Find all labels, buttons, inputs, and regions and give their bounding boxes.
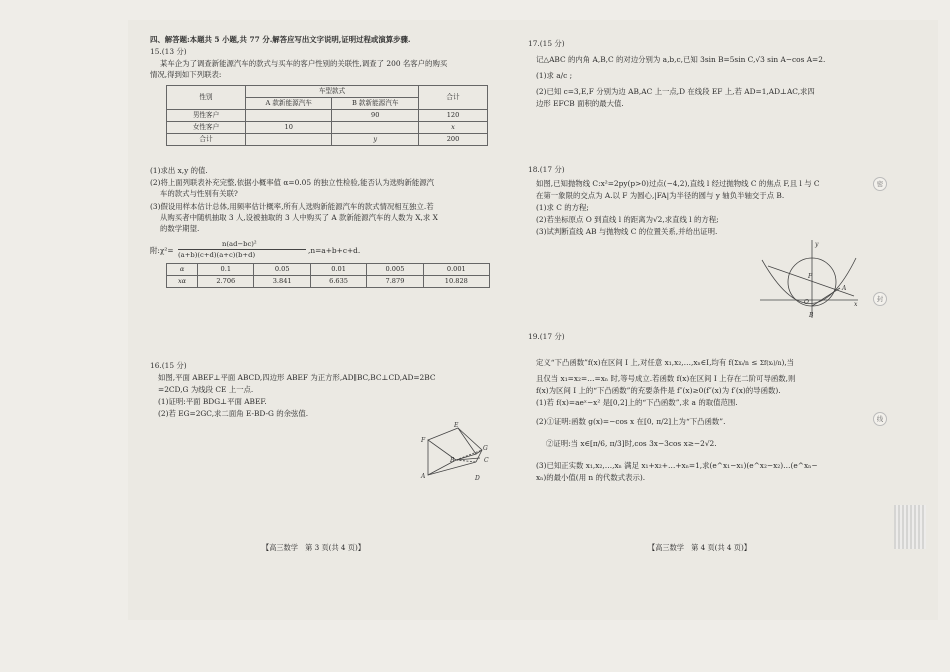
- q19-line6: ②证明:当 x∈[π/6, π/3]时,cos 3x−3cos x≥−2√2.: [546, 439, 717, 448]
- label-F: F: [808, 273, 813, 280]
- cell: 0.1: [198, 264, 254, 276]
- chi-formula-denominator: (a+b)(c+d)(a+c)(b+d): [178, 251, 256, 259]
- q16-line4: (2)若 EG=2GC,求二面角 E-BD-G 的余弦值.: [158, 409, 309, 418]
- cell: [332, 122, 419, 134]
- label-O: O: [804, 299, 809, 306]
- q17-line3: (2)已知 c=3,E,F 分别为边 AB,AC 上一点,D 在线段 EF 上,若 AD=1,AD⊥AC,求四: [536, 87, 815, 96]
- q19-line1-a: 定义“下凸函数”f(x)在区间 I 上,对任意 x₁,x₂,…,xₙ∈I,均有 f(: [536, 358, 735, 367]
- label-D: D: [475, 475, 480, 482]
- parabola-figure: [758, 238, 862, 320]
- q15-intro: 某车企为了调查新能源汽车的款式与买车的客户性别的关联性,调查了 200 名客户的购买: [160, 59, 448, 68]
- cell: 男性客户: [167, 110, 246, 122]
- label-A: A: [421, 473, 426, 480]
- q16-number: 16.(15 分): [150, 361, 187, 370]
- q19-number: 19.(17 分): [528, 332, 565, 341]
- label-G: G: [483, 445, 488, 452]
- chi-formula-numerator: n(ad−bc)²: [222, 240, 257, 248]
- chi-formula-suffix: ,n=a+b+c+d.: [308, 246, 361, 255]
- q19-line5: (2)①证明:函数 g(x)=−cos x 在[0, π/2]上为“下凸函数”.: [536, 417, 726, 426]
- cell: 6.635: [310, 276, 366, 288]
- th-style: 车型款式: [246, 86, 419, 98]
- q18-number: 18.(17 分): [528, 165, 565, 174]
- chi-formula-prefix: 附:χ²=: [150, 246, 174, 255]
- q19-line1-b: ),当: [781, 358, 795, 367]
- cell: 0.01: [310, 264, 366, 276]
- critical-value-table: [166, 263, 490, 288]
- solid-geometry-figure: [420, 420, 490, 482]
- label-y: y: [815, 241, 819, 248]
- cell: 0.005: [367, 264, 423, 276]
- left-footer: 【高三数学 第 3 页(共 4 页)】: [262, 543, 365, 552]
- right-footer: 【高三数学 第 4 页(共 4 页)】: [648, 543, 751, 552]
- q15-part2: (2)将上面列联表补充完整,依据小概率值 α=0.05 的独立性检验,能否认为选购新能源汽: [150, 178, 435, 187]
- th-b: B 款新能源汽车: [332, 98, 419, 110]
- q15-part3c: 的数学期望.: [160, 224, 200, 233]
- q19-sum1: Σxᵢ/n: [734, 360, 749, 367]
- cell: 200: [419, 134, 488, 146]
- q15-part2b: 车的款式与性别有关联?: [160, 189, 238, 198]
- q18-line3: (1)求 C 的方程;: [536, 203, 589, 212]
- q19-line3: f(x)为区间 I 上的“下凸函数”的充要条件是 f″(x)≥0(f″(x)为 f′(x)的导函数).: [536, 386, 781, 395]
- cell: 0.001: [423, 264, 489, 276]
- q17-line2: (1)求 a/c ;: [536, 71, 573, 80]
- binding-mark-xian: 线: [873, 412, 887, 426]
- contingency-table: [166, 85, 488, 146]
- label-F: F: [421, 437, 426, 444]
- label-B: B: [450, 457, 455, 464]
- q15-number: 15.(13 分): [150, 47, 187, 56]
- q17-number: 17.(15 分): [528, 39, 565, 48]
- label-E: E: [454, 422, 459, 429]
- th-a: A 款新能源汽车: [246, 98, 332, 110]
- cell: 10: [246, 122, 332, 134]
- q19-line7: (3)已知正实数 x₁,x₂,…,xₙ 满足 x₁+x₂+…+xₙ=1,求(e^x₁−x₁)(e^x₂−x₂)…(e^xₙ−: [536, 461, 818, 470]
- table-row: [167, 110, 488, 122]
- cell: [246, 134, 332, 146]
- q19-sum2: Σf(xᵢ)/n: [759, 360, 782, 367]
- cell: 2.706: [198, 276, 254, 288]
- th-gender: 性别: [167, 86, 246, 110]
- label-x: x: [854, 301, 858, 308]
- q19-line4: (1)若 f(x)=aeˣ−x² 是[0,2]上的“下凸函数”,求 a 的取值范围.: [536, 398, 738, 407]
- q17-line4: 边形 EFCB 面积的最大值.: [536, 99, 624, 108]
- qr-code-strip: [894, 505, 926, 549]
- label-A: A: [842, 285, 847, 292]
- th-total: 合计: [419, 86, 488, 110]
- q17-line1: 记△ABC 的内角 A,B,C 的对边分别为 a,b,c,已知 3sin B=5sin C,√3 sin A−cos A=2.: [536, 55, 826, 64]
- label-B: B: [809, 312, 814, 319]
- q18-line4: (2)若坐标原点 O 到直线 l 的距离为√2,求直线 l 的方程;: [536, 215, 719, 224]
- cell: xα: [167, 276, 198, 288]
- q16-line1: 如图,平面 ABEF⊥平面 ABCD,四边形 ABEF 为正方形,AD∥BC,BC⊥CD,AD=2BC: [158, 373, 436, 382]
- q18-line2: 在第一象限的交点为 A.以 F 为圆心,|FA|为半径的圆与 y 轴负半轴交于点 B.: [536, 191, 785, 200]
- cell: α: [167, 264, 198, 276]
- table-row: [167, 134, 488, 146]
- cell: 合计: [167, 134, 246, 146]
- cell: 0.05: [254, 264, 310, 276]
- cell: y: [332, 134, 419, 146]
- q19-line8: xₙ)的最小值(用 n 的代数式表示).: [536, 473, 646, 482]
- q15-part3: (3)假设用样本估计总体,用频率估计概率,所有人选购新能源汽车的款式情况相互独立.若: [150, 202, 434, 211]
- q18-line5: (3)试判断直线 AB 与抛物线 C 的位置关系,并给出证明.: [536, 227, 718, 236]
- q15-intro2: 情况,得到如下列联表:: [150, 70, 222, 79]
- q18-line1: 如图,已知抛物线 C:x²=2py(p>0)过点(−4,2),直线 l 经过抛物线 C 的焦点 F,且 l 与 C: [536, 179, 820, 188]
- cell: 90: [332, 110, 419, 122]
- cell: x: [419, 122, 488, 134]
- table-row: [167, 122, 488, 134]
- q15-part1: (1)求出 x,y 的值.: [150, 166, 208, 175]
- label-C: C: [484, 457, 489, 464]
- q16-line2: =2CD,G 为线段 CE 上一点.: [158, 385, 254, 394]
- q19-line1: 定义“下凸函数”f(x)在区间 I 上,对任意 x₁,x₂,…,xₙ∈I,均有 f(Σxᵢ/n ≤ Σf(xᵢ)/n),当: [536, 358, 795, 367]
- q19-line2: 且仅当 x₁=x₂=…=xₙ 时,等号成立.若函数 f(x)在区间 I 上存在二阶可导函数,则: [536, 374, 796, 383]
- cell: 10.828: [423, 276, 489, 288]
- cell: 女性客户: [167, 122, 246, 134]
- binding-mark-feng: 封: [873, 292, 887, 306]
- section-title: 四、解答题:本题共 5 小题,共 77 分.解答应写出文字说明,证明过程或演算步骤.: [150, 35, 411, 44]
- cell: [246, 110, 332, 122]
- cell: 120: [419, 110, 488, 122]
- cell: 7.879: [367, 276, 423, 288]
- binding-mark-mi: 密: [873, 177, 887, 191]
- q16-line3: (1)证明:平面 BDG⊥平面 ABEF.: [158, 397, 267, 406]
- q15-part3b: 从购买者中随机抽取 3 人,设被抽取的 3 人中购买了 A 款新能源汽车的人数为 X,求 X: [160, 213, 438, 222]
- cell: 3.841: [254, 276, 310, 288]
